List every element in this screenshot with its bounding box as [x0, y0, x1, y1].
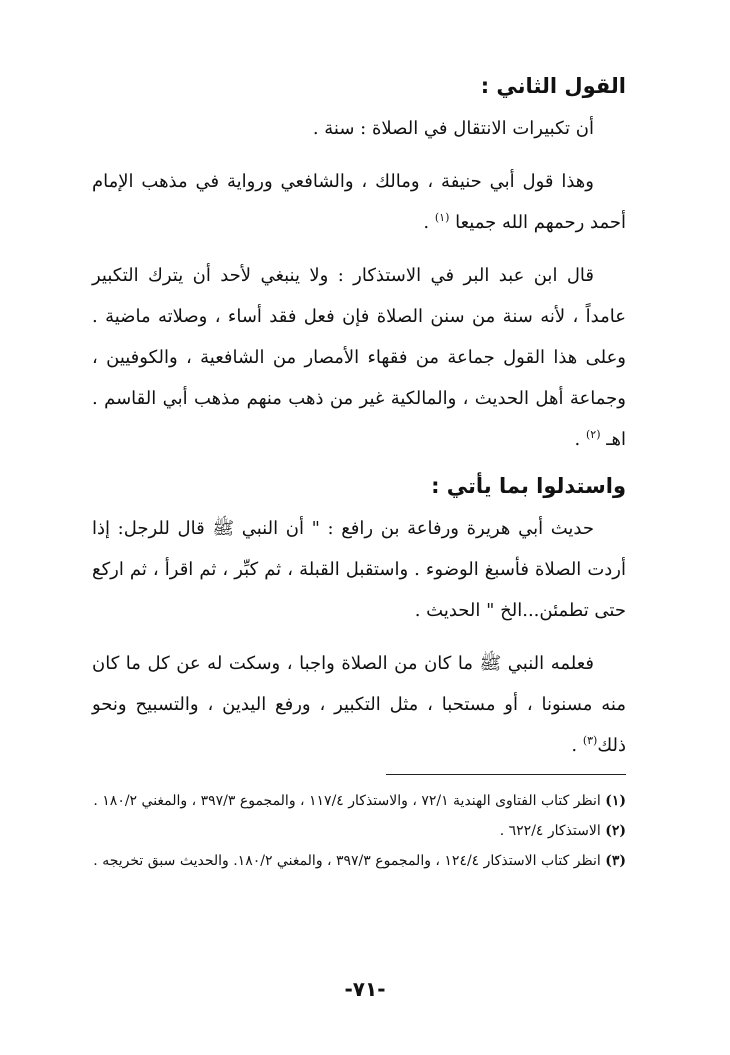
footnote-3-text: انظر كتاب الاستذكار ١٢٤/٤ ، والمجموع ٣٩٧/٣ ، والمغني ١٨٠/٢. والحديث سبق تخريجه . [93, 853, 601, 869]
page-body [92, 64, 626, 766]
footnotes [92, 787, 626, 877]
paragraph-opinion-text: أن تكبيرات الانتقال في الصلاة : سنة . [312, 118, 594, 139]
paragraph-ibn-abd-al-barr-text: قال ابن عبد البر في الاستذكار : ولا ينبغي لأحد أن يترك التكبير عامداً ، لأنه سنة من سنن الصلاة فإن فعل فقد أساء ، وصلاته ماضية . وعلى هذا القول جماعة من فقهاء الأمصار من الشافعية ، والكوفيين ، وجماعة أهل الحديث ، والمالكية غير من ذهب منهم مذهب أبي القاسم . اهـ [92, 265, 626, 450]
footnote-3 [92, 847, 626, 875]
footnote-divider [386, 774, 626, 775]
footnote-1-text: انظر كتاب الفتاوى الهندية ٧٢/١ ، والاستذكار ١١٧/٤ ، والمجموع ٣٩٧/٣ ، والمغني ١٨٠/٢ . [93, 793, 601, 809]
section-heading-evidence: واستدلوا بما يأتي : [431, 474, 626, 498]
paragraph-ibn-abd-al-barr-end: . [574, 429, 586, 450]
paragraph-scholars-end: . [423, 212, 435, 233]
footnote-1 [92, 787, 626, 815]
paragraph-conclusion-text: فعلمه النبي ﷺ ما كان من الصلاة واجبا ، وسكت له عن كل ما كان منه مسنونا ، أو مستحبا ، مثل التكبير ، ورفع اليدين ، والتسبيح ونحو ذلك [92, 653, 626, 756]
footnote-ref-1[interactable]: (١) [434, 211, 450, 224]
paragraph-hadith [92, 508, 626, 631]
footnote-ref-3[interactable]: (٣) [582, 734, 598, 747]
paragraph-opinion [92, 108, 626, 149]
paragraph-scholars-text: وهذا قول أبي حنيفة ، ومالك ، والشافعي ورواية في مذهب الإمام أحمد رحمهم الله جميعا [92, 171, 626, 233]
paragraph-conclusion [92, 643, 626, 766]
paragraph-conclusion-end: . [571, 735, 583, 756]
paragraph-scholars [92, 161, 626, 243]
section-heading-second-opinion: القول الثاني : [480, 74, 626, 98]
footnote-2-number: (٢) [605, 823, 626, 839]
footnote-1-number: (١) [605, 793, 626, 809]
footnote-2-text: الاستذكار ٦٢٢/٤ . [499, 823, 601, 839]
footnote-3-number: (٣) [605, 853, 626, 869]
paragraph-hadith-text: حديث أبي هريرة ورفاعة بن رافع : " أن النبي ﷺ قال للرجل: إذا أردت الصلاة فأسبغ الوضوء . واستقبل القبلة ، ثم كبِّر ، ثم اقرأ ، ثم اركع حتى تطمئن...الخ " الحديث . [92, 518, 626, 621]
footnote-ref-2[interactable]: (٢) [585, 428, 601, 441]
page-number: -٧١- [344, 977, 386, 1001]
footnote-2 [92, 817, 626, 845]
paragraph-ibn-abd-al-barr [92, 255, 626, 460]
